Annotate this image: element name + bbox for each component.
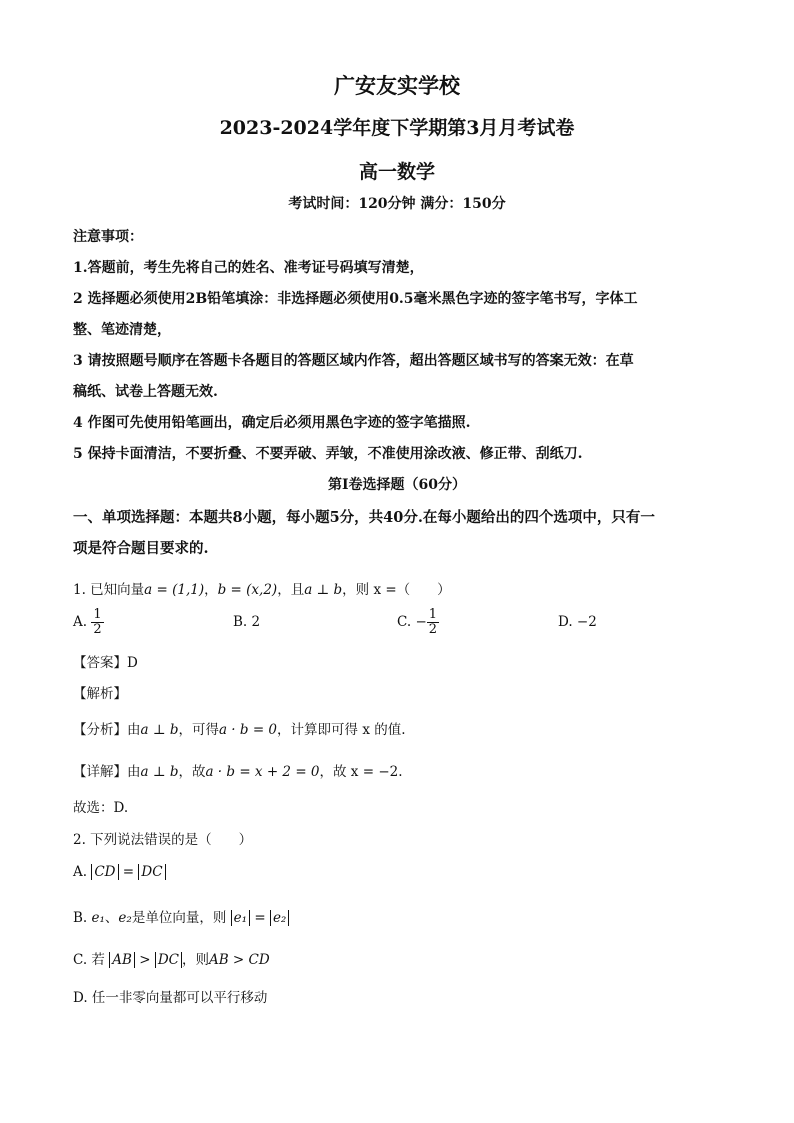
q1-vector-b: b = (x,2) bbox=[217, 582, 278, 598]
q2-equals: = bbox=[254, 910, 266, 926]
detail-text-a: 由 bbox=[127, 764, 141, 780]
q2-result: AB > CD bbox=[208, 952, 270, 968]
notice-heading: 注意事项： bbox=[73, 229, 143, 245]
detail-equation: a · b = x + 2 = 0 bbox=[205, 764, 320, 780]
q1-answer bbox=[73, 651, 138, 671]
fenxi-text-a: 由 bbox=[127, 722, 141, 738]
notice-item-3-line-1: 3 请按照题号顺序在答题卡各题目的答题区域内作答，超出答题区域书写的答案无效：在草 bbox=[73, 353, 634, 369]
exam-time-info: 考试时间：120分钟 满分：150分 bbox=[288, 196, 506, 212]
section-title: 第I卷选择题（60分） bbox=[327, 477, 467, 493]
fenxi-dot-product: a · b = 0 bbox=[218, 722, 278, 738]
q1-choose: 故选：D. bbox=[73, 800, 129, 816]
detail-tag: 【详解】 bbox=[73, 764, 127, 780]
fenxi-tag: 【分析】 bbox=[73, 722, 127, 738]
detail-text-b: ，故 bbox=[178, 764, 206, 780]
notice-item-2-line-2: 整、笔迹清楚， bbox=[73, 322, 171, 338]
answer-value: D bbox=[127, 655, 138, 671]
notice-item-4: 4 作图可先使用铅笔画出，确定后必须用黑色字迹的签字笔描照. bbox=[73, 415, 471, 431]
q2-abs-dc: DC bbox=[138, 864, 165, 880]
q2-option-b-label: B. bbox=[73, 910, 88, 926]
q2-option-a-label: A. bbox=[73, 864, 88, 880]
q1-condition: ，且 bbox=[277, 582, 305, 598]
q2-then: ，则 bbox=[181, 952, 209, 968]
question-2-stem: 2. 下列说法错误的是（ ） bbox=[73, 832, 253, 848]
question-1-stem bbox=[73, 578, 451, 598]
fraction-numerator: 1 bbox=[93, 607, 102, 622]
notice-item-5: 5 保持卡面清洁，不要折叠、不要弄破、弄皱，不准使用涂改液、修正带、刮纸刀. bbox=[73, 446, 583, 462]
q2-option-b[interactable] bbox=[73, 906, 289, 926]
q2-abs-e1: e₁ bbox=[231, 910, 250, 926]
fraction-denominator: 2 bbox=[93, 622, 102, 637]
q1-option-a-fraction bbox=[91, 608, 103, 637]
q1-option-c-label: C. bbox=[397, 614, 412, 630]
fenxi-text-c: ，计算即可得 x 的值. bbox=[277, 722, 406, 738]
q2-separator: 、 bbox=[104, 910, 119, 926]
q2-option-d[interactable]: D. 任一非零向量都可以平行移动 bbox=[73, 990, 268, 1006]
notice-item-1: 1.答题前，考生先将自己的姓名、准考证号码填写清楚， bbox=[73, 260, 424, 276]
fenxi-text-b: ，可得 bbox=[178, 722, 219, 738]
q1-option-a-label: A. bbox=[73, 614, 88, 630]
q2-option-b-text: 是单位向量，则 bbox=[131, 910, 227, 926]
notice-item-3-line-2: 稿纸、试卷上答题无效. bbox=[73, 384, 218, 400]
q1-option-c-sign: − bbox=[415, 614, 427, 630]
q1-option-b[interactable]: B. 2 bbox=[233, 614, 261, 630]
q2-equals: = bbox=[122, 864, 135, 880]
q1-detail bbox=[73, 760, 403, 780]
q2-abs-ab: AB bbox=[109, 952, 135, 968]
q2-abs-e2: e₂ bbox=[270, 910, 289, 926]
q2-option-a[interactable] bbox=[73, 864, 166, 880]
answer-tag: 【答案】 bbox=[73, 655, 127, 671]
q2-option-c-label: C. 若 bbox=[73, 952, 105, 968]
fenxi-perpendicular: a ⊥ b bbox=[140, 722, 179, 738]
q1-analysis-tag: 【解析】 bbox=[73, 686, 127, 702]
q2-vector-e2: e₂ bbox=[118, 910, 132, 926]
q2-abs-cd: CD bbox=[91, 864, 118, 880]
q1-prefix: 1. 已知向量 bbox=[73, 582, 145, 598]
q2-abs-dc-c: DC bbox=[155, 952, 182, 968]
q1-tail: ，则 x =（ ） bbox=[342, 582, 451, 598]
q2-option-c[interactable] bbox=[73, 948, 270, 968]
fraction-denominator: 2 bbox=[428, 622, 438, 637]
q1-option-d[interactable]: D. −2 bbox=[558, 614, 597, 630]
section-intro-line-1: 一、单项选择题：本题共8小题，每小题5分，共40分.在每小题给出的四个选项中，只有一 bbox=[73, 509, 655, 526]
detail-text-c: ，故 x = −2. bbox=[319, 764, 403, 780]
notice-item-2-line-1: 2 选择题必须使用2B铅笔填涂：非选择题必须使用0.5毫米黑色字迹的签字笔书写，字体工 bbox=[73, 291, 638, 307]
section-intro-line-2: 项是符合题目要求的. bbox=[73, 540, 209, 557]
q1-option-a[interactable] bbox=[73, 608, 104, 637]
detail-perpendicular: a ⊥ b bbox=[140, 764, 179, 780]
q2-vector-e1: e₁ bbox=[91, 910, 105, 926]
school-title: 广安友实学校 bbox=[334, 73, 460, 98]
q1-option-c-fraction bbox=[427, 608, 439, 637]
q1-vector-a: a = (1,1) bbox=[144, 582, 205, 598]
fraction-numerator: 1 bbox=[428, 607, 438, 622]
q1-fenxi bbox=[73, 718, 406, 738]
exam-title: 2023-2024学年度下学期第3月月考试卷 bbox=[219, 117, 575, 139]
q1-comma: ， bbox=[204, 582, 218, 598]
subject-title: 高一数学 bbox=[358, 161, 435, 183]
q1-perpendicular: a ⊥ b bbox=[304, 582, 343, 598]
q1-option-c[interactable] bbox=[397, 608, 439, 637]
q2-greater: > bbox=[139, 952, 151, 968]
